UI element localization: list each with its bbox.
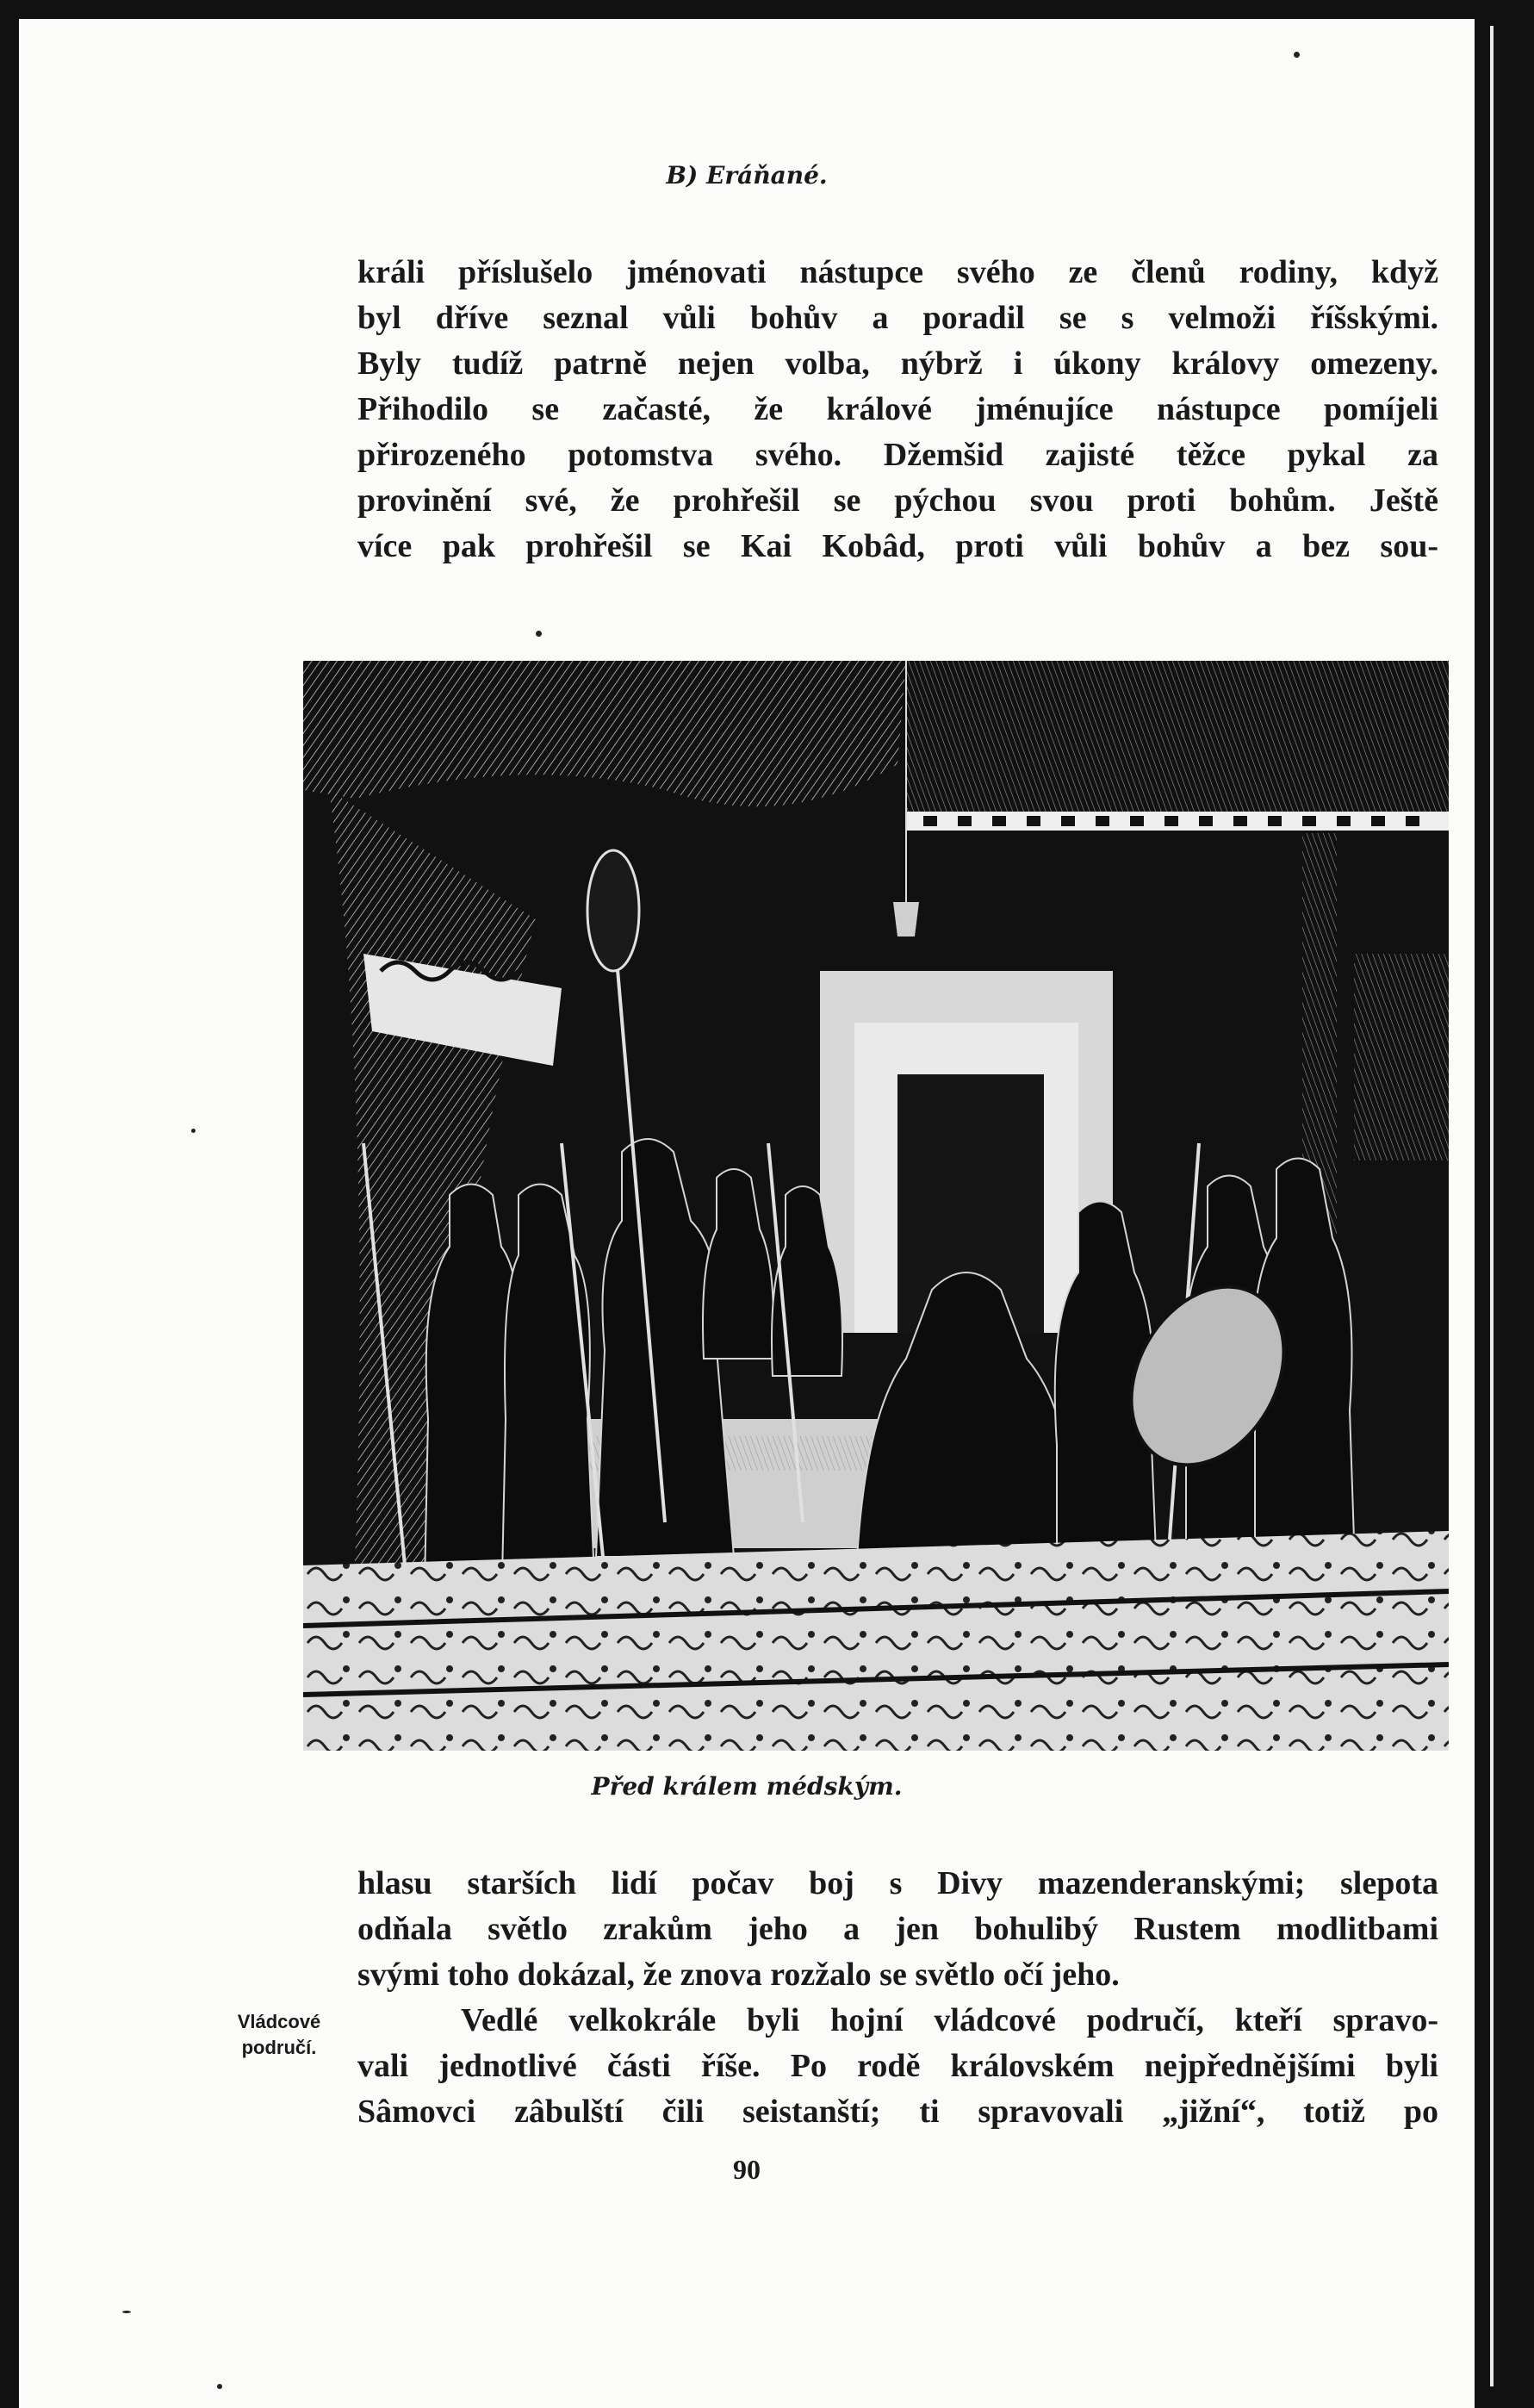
text-line: Byly tudíž patrně nejen volba, nýbrž i úkony královy omezeny. <box>357 345 1438 382</box>
text-line: odňala světlo zrakům jeho a jen bohulibý Rustem modlitbami <box>357 1911 1438 1947</box>
figure-caption: Před králem médským. <box>591 1772 903 1801</box>
text-line <box>357 1998 1438 2044</box>
scan-speck <box>122 2311 131 2313</box>
running-head: B) Eráňané. <box>666 161 828 190</box>
scan-speck <box>1294 52 1300 58</box>
text-line: provinění své, že prohřešil se pýchou svou proti bohům. Ještě <box>357 482 1438 519</box>
text-line: Sâmovci zâbulští čili seistanští; ti spravovali „jižní“, totiž po <box>357 2094 1438 2130</box>
engraving-image <box>303 661 1449 1751</box>
text-line: svými toho dokázal, že znova rozžalo se světlo očí jeho. <box>357 1957 1120 1993</box>
margin-note-line: Vládcové <box>237 2011 321 2032</box>
text-line: Přihodilo se začasté, že králové jménujíce nástupce pomíjeli <box>357 391 1438 427</box>
scan-border-top <box>0 0 1534 19</box>
engraving-illustration <box>303 661 1449 1751</box>
paragraph-bottom <box>357 1861 1438 2135</box>
text-line: byl dříve seznal vůli bohův a poradil se s velmoži říšskými. <box>357 300 1438 336</box>
text-line: přirozeného potomstva svého. Džemšid zajisté těžce pykal za <box>357 437 1438 473</box>
scan-speck <box>536 631 542 637</box>
page-number: 90 <box>733 2154 761 2185</box>
text-line: vali jednotlivé části říše. Po rodě královském nejpřednějšími byli <box>357 2048 1438 2084</box>
scan-speck <box>217 2384 222 2389</box>
scan-border-right <box>1475 0 1534 2408</box>
text-line: králi příslušelo jménovati nástupce svého ze členů rodiny, když <box>357 254 1438 290</box>
text-line: hlasu starších lidí počav boj s Divy mazenderanskými; slepota <box>357 1865 1438 1901</box>
margin-note <box>219 2009 339 2061</box>
adjacent-page-edge <box>1490 26 1494 2386</box>
paragraph-top <box>357 250 1438 569</box>
text-line: více pak prohřešil se Kai Kobâd, proti vůli bohův a bez sou- <box>357 528 1438 564</box>
scan-speck <box>191 1129 196 1133</box>
margin-note-line: područí. <box>241 2037 317 2058</box>
text-line-content: Vedlé velkokrále byli hojní vládcové područí, kteří spravo- <box>461 2002 1438 2038</box>
scan-border-left <box>0 0 19 2408</box>
book-page <box>19 19 1475 2408</box>
